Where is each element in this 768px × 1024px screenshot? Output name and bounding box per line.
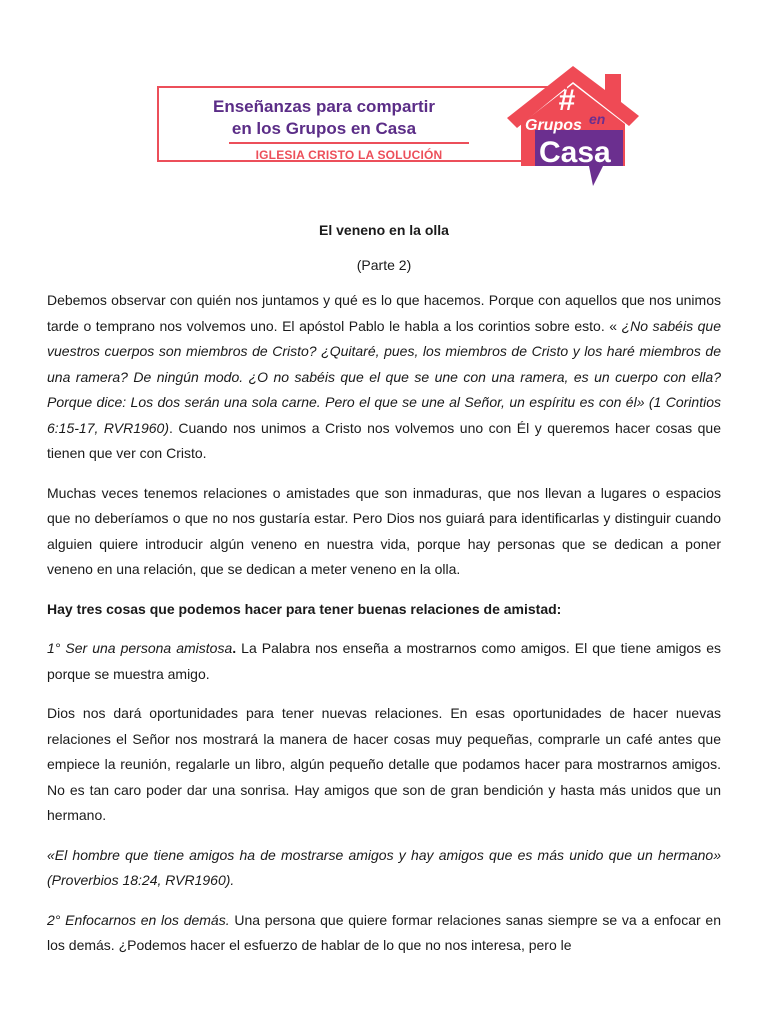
banner-divider [229, 142, 469, 144]
logo-word-casa: Casa [539, 136, 611, 169]
paragraph-3 [47, 636, 721, 687]
document-title: El veneno en la olla [319, 222, 449, 238]
paragraph-6 [47, 908, 721, 959]
paragraph-5 [47, 843, 721, 894]
banner-title-line-1: Enseñanzas para compartir [212, 97, 436, 116]
point-1-title: 1° Ser una persona amistosa [47, 640, 233, 656]
paragraph-2: Muchas veces tenemos relaciones o amistades que son inmaduras, que nos llevan a lugares o espacios que no deberíamos o que no nos gustaría estar. Pero Dios nos guiará para identificarlas y distinguir cuando alguien quiere introducir algún veneno en nuestra vida, porque hay personas que se dedican a poner veneno en una relación, que se dedican a meter veneno en la olla. [47, 484, 721, 577]
point-2-text: Una persona que quiere formar relaciones sanas siempre se va a enfocar en los demás. ¿Podemos hacer el esfuerzo de hablar de lo que no nos interesa, pero le [47, 911, 721, 953]
paragraph-1 [47, 288, 721, 467]
paragraph-1-quote: ¿No sabéis que vuestros cuerpos son miembros de Cristo? ¿Quitaré, pues, los miembros de Cristo y los haré miembros de una ramera? De ningún modo. ¿O no sabéis que el que se une con una ramera, es un cuerpo con ella? Porque dice: Los dos serán una sola carne. Pero el que se une al Señor, un espíritu es con él» (1 Corintios 6:15-17, RVR1960) [47, 317, 721, 436]
banner-church-name: IGLESIA CRISTO LA SOLUCIÓN [255, 148, 443, 162]
point-2-title: 2° Enfocarnos en los demás. [47, 911, 230, 928]
paragraph-1-text-b: . Cuando nos unimos a Cristo nos volvemos uno con Él y queremos hacer cosas que tienen que ver con Cristo. [47, 419, 721, 461]
logo-hash: # [558, 84, 576, 117]
logo-word-grupos: Grupos [525, 117, 582, 134]
point-1-text: La Palabra nos enseña a mostrarnos como amigos. El que tiene amigos es porque se muestra amigo. [47, 640, 721, 682]
grupos-en-casa-logo [505, 62, 645, 192]
paragraph-1-text-a: Debemos observar con quién nos juntamos y qué es lo que hacemos. Porque con aquellos que nos unimos tarde o temprano nos volvemos uno. El apóstol Pablo le habla a los corintios sobre esto. « [47, 292, 721, 334]
logo-word-en: en [589, 111, 606, 127]
section-heading [47, 597, 721, 623]
paragraph-4: Dios nos dará oportunidades para tener nuevas relaciones. En esas oportunidades de hacer nuevas relaciones el Señor nos mostrará la manera de hacer cosas muy pequeñas, comprarle un café antes que empiece la reunión, regalarle un libro, algún pequeño detalle que podamos hacer para mostrarnos amigos. No es tan caro poder dar una sonrisa. Hay amigos que son de gran bendición y hasta más unidos que un hermano. [47, 705, 721, 823]
section-heading-text: Hay tres cosas que podemos hacer para tener buenas relaciones de amistad: [47, 600, 562, 617]
point-1-dot: . [232, 640, 237, 656]
proverbs-quote: «El hombre que tiene amigos ha de mostrarse amigos y hay amigos que es más unido que un hermano» (Proverbios 18:24, RVR1960). [47, 846, 721, 888]
document-subtitle: (Parte 2) [356, 257, 412, 273]
document-body [47, 288, 721, 973]
banner-title-line-2: en los Grupos en Casa [231, 119, 417, 138]
